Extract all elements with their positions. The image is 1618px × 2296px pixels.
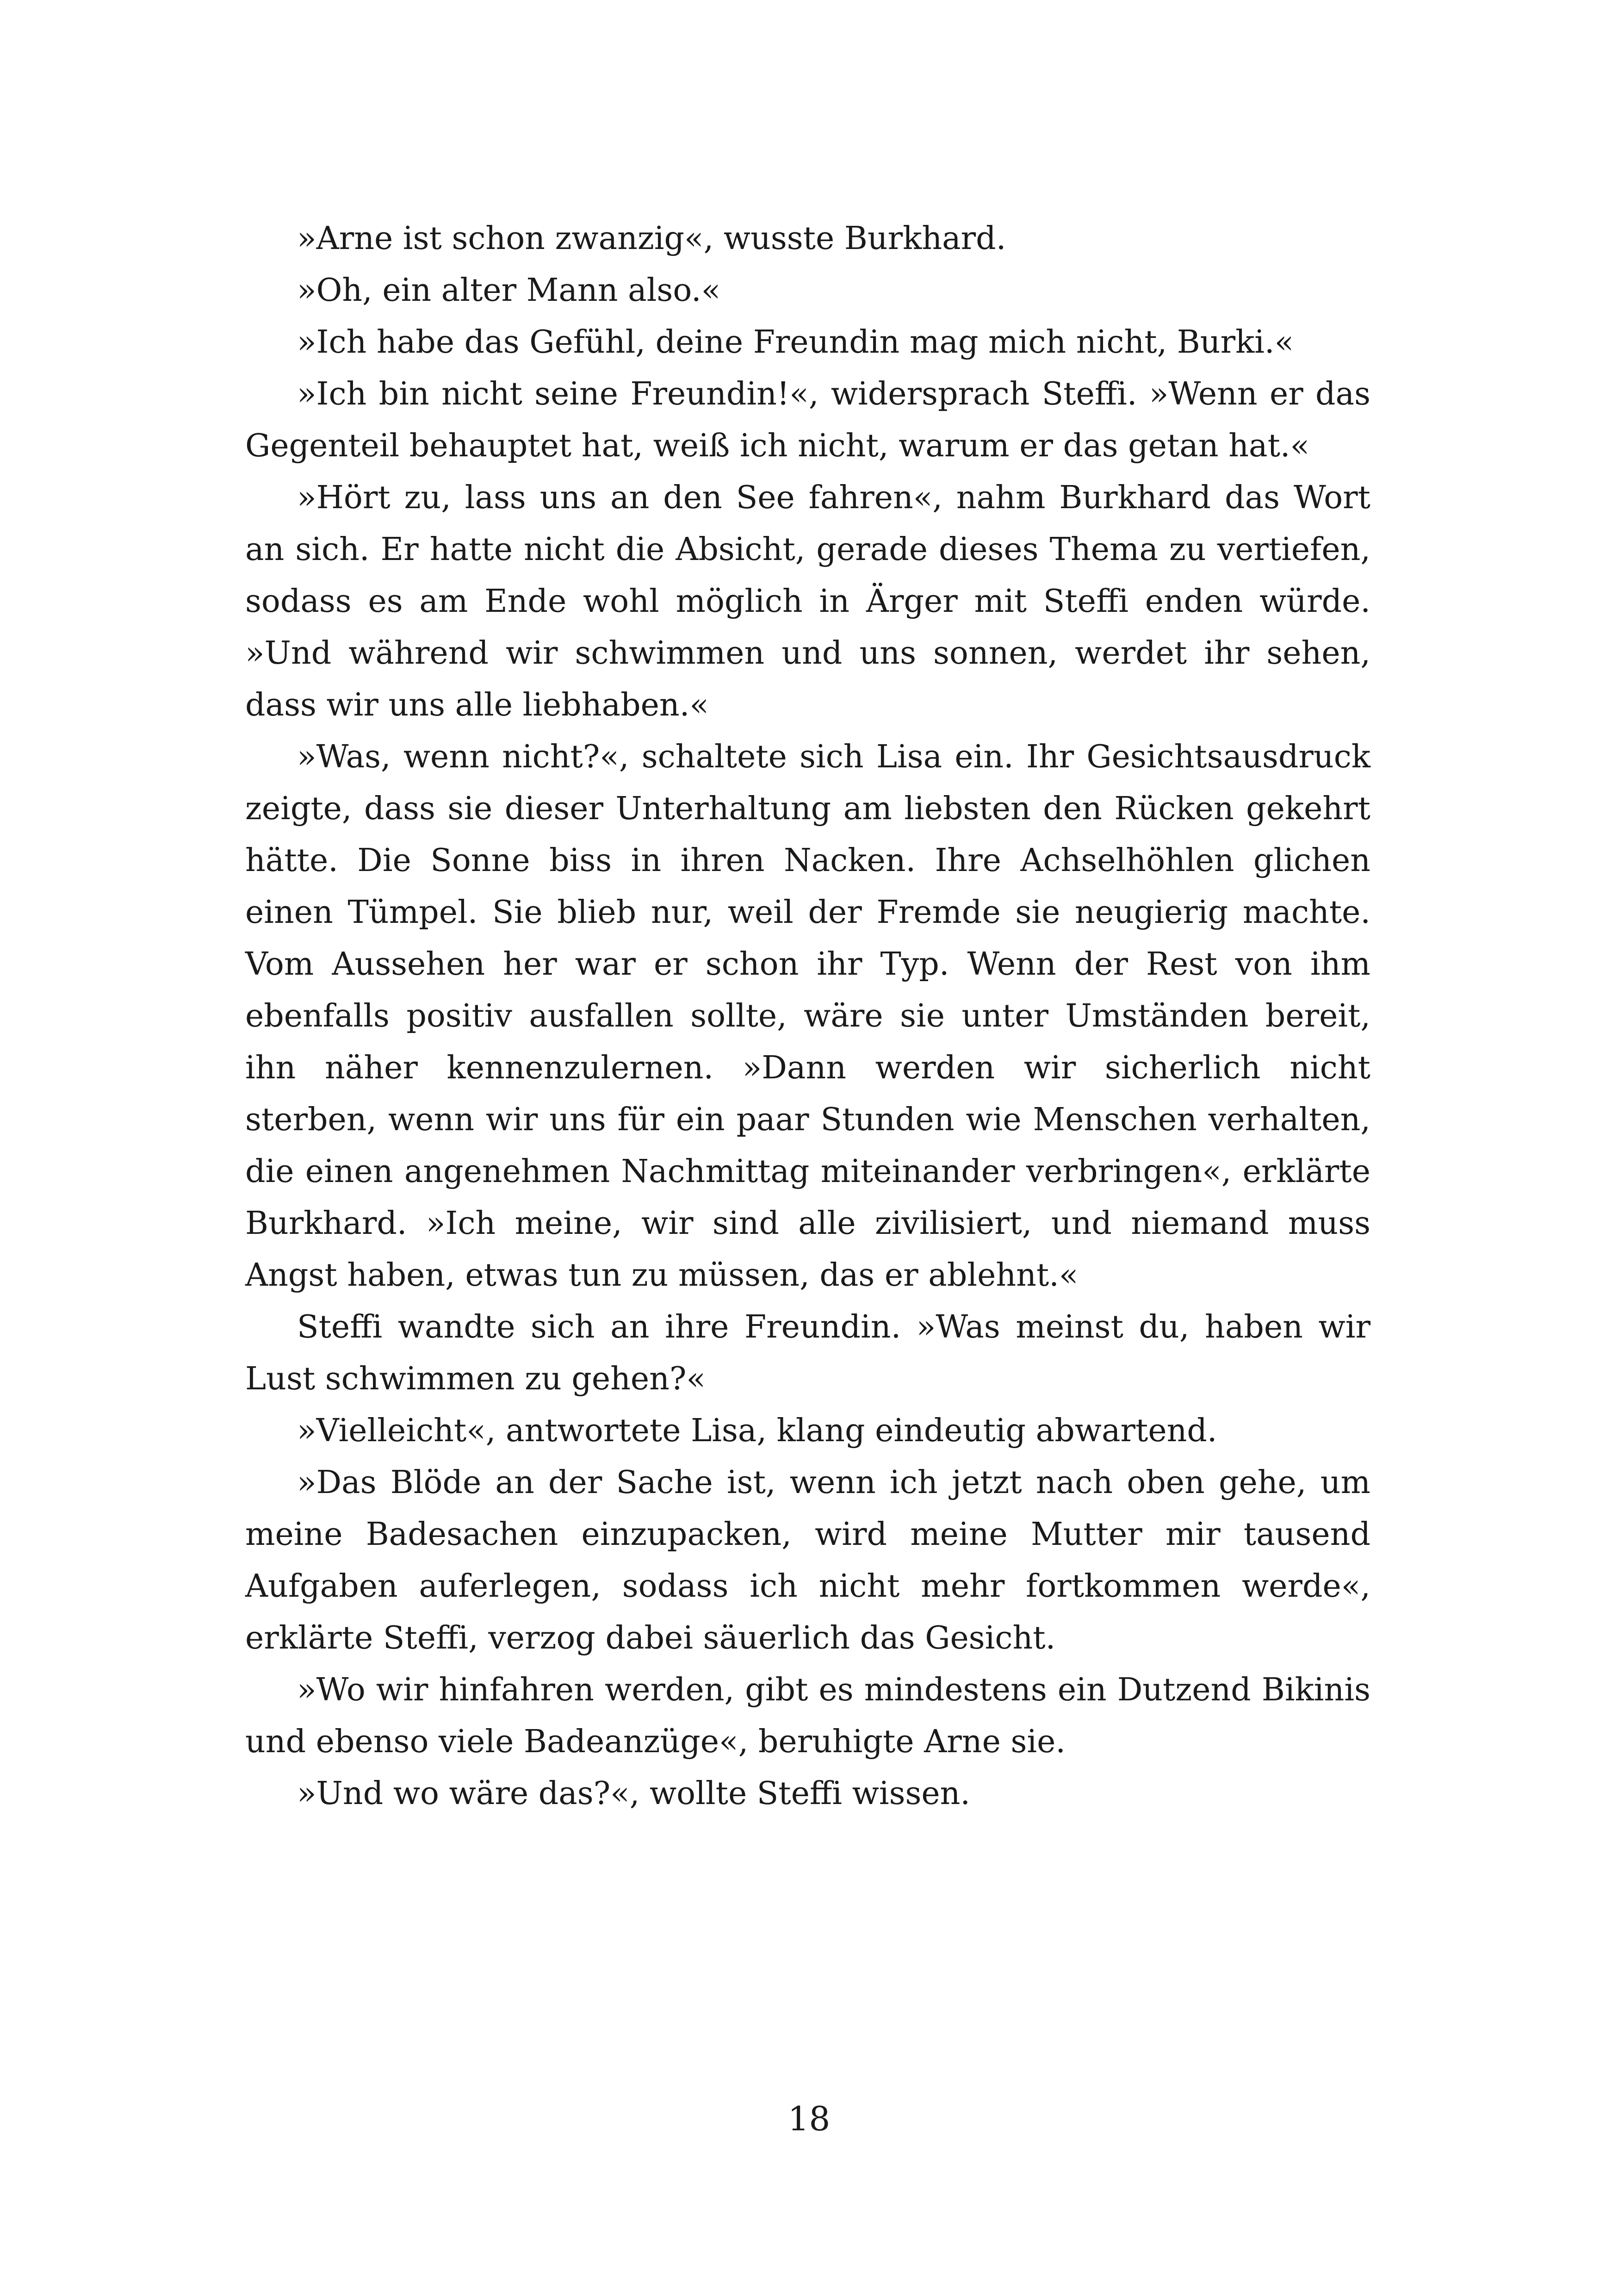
- paragraph: »Was, wenn nicht?«, schaltete sich Lisa ein. Ihr Gesichtsausdruck zeigte, dass sie dieser Unterhaltung am liebsten den Rücken gekehrt hätte. Die Sonne biss in ihren Nacken. Ihre Achselhöhlen glichen einen Tümpel. Sie blieb nur, weil der Fremde sie neugierig machte. Vom Aussehen her war er schon ihr Typ. Wenn der Rest von ihm ebenfalls positiv ausfallen sollte, wäre sie unter Umständen bereit, ihn näher kennenzulernen. »Dann werden wir sicherlich nicht sterben, wenn wir uns für ein paar Stunden wie Menschen verhalten, die einen angenehmen Nachmittag miteinander verbringen«, erklärte Burkhard. »Ich meine, wir sind alle zivilisiert, und niemand muss Angst haben, etwas tun zu müssen, das er ablehnt.«: [245, 739, 1370, 1294]
- paragraph: »Das Blöde an der Sache ist, wenn ich jetzt nach oben gehe, um meine Badesachen einzupacken, wird meine Mutter mir tausend Aufgaben auferlegen, sodass ich nicht mehr fortkommen werde«, erklärte Steffi, verzog dabei säuerlich das Gesicht.: [245, 1464, 1370, 1656]
- paragraph: »Ich bin nicht seine Freundin!«, widersprach Steffi. »Wenn er das Gegenteil behauptet hat, weiß ich nicht, warum er das getan hat.«: [245, 376, 1370, 464]
- page-number: 18: [787, 2099, 831, 2138]
- paragraph: »Wo wir hinfahren werden, gibt es mindestens ein Dutzend Bikinis und ebenso viele Badeanzüge«, beruhigte Arne sie.: [245, 1672, 1370, 1760]
- paragraph: »Und wo wäre das?«, wollte Steffi wissen.: [297, 1775, 971, 1812]
- paragraph: »Hört zu, lass uns an den See fahren«, nahm Burkhard das Wort an sich. Er hatte nicht die Absicht, gerade dieses Thema zu vertiefen, sodass es am Ende wohl möglich in Ärger mit Steffi enden würde. »Und während wir schwimmen und uns sonnen, werdet ihr sehen, dass wir uns alle liebhaben.«: [245, 479, 1370, 723]
- paragraph: »Arne ist schon zwanzig«, wusste Burkhard.: [297, 220, 1006, 257]
- paragraph: Steffi wandte sich an ihre Freundin. »Was meinst du, haben wir Lust schwimmen zu gehen?«: [245, 1309, 1370, 1397]
- body-text: [245, 213, 1370, 1820]
- paragraph: »Ich habe das Gefühl, deine Freundin mag mich nicht, Burki.«: [297, 324, 1294, 361]
- paragraph: »Oh, ein alter Mann also.«: [297, 272, 721, 309]
- paragraph: »Vielleicht«, antwortete Lisa, klang eindeutig abwartend.: [297, 1412, 1217, 1449]
